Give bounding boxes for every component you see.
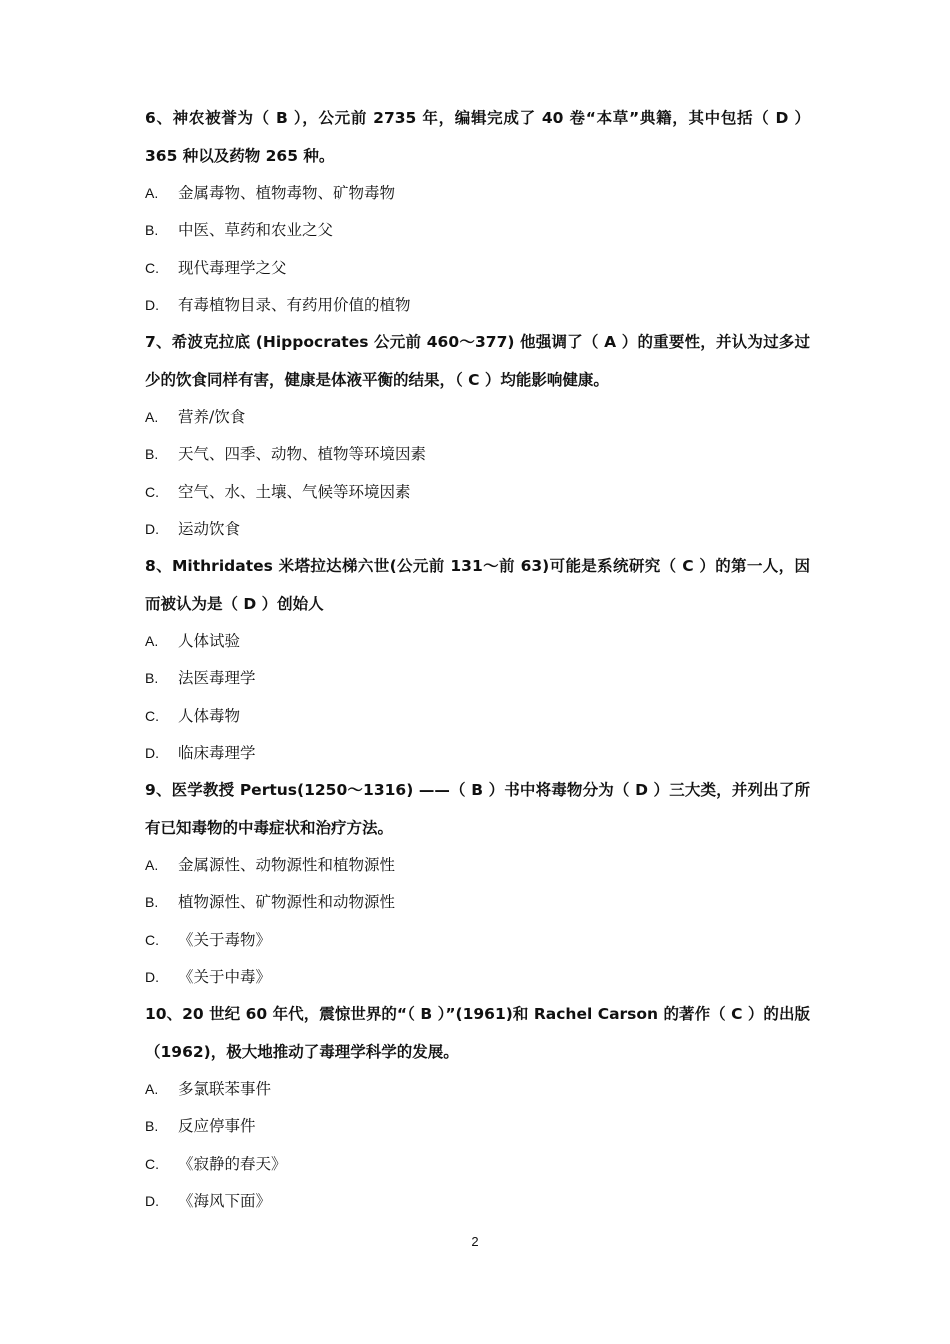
option-text: 营养/饮食: [178, 408, 246, 426]
option-letter: C.: [145, 708, 159, 724]
question-10-option-d: [145, 1183, 810, 1220]
option-text: 金属源性、动物源性和植物源性: [178, 856, 396, 874]
option-letter: D.: [145, 521, 159, 537]
option-text: 中医、草药和农业之父: [178, 221, 334, 239]
option-letter: A.: [145, 857, 159, 873]
option-letter: C.: [145, 260, 159, 276]
option-letter: B.: [145, 894, 159, 910]
question-6-option-a: [145, 175, 810, 212]
option-letter: A.: [145, 409, 159, 425]
question-10: 10、20 世纪 60 年代，震惊世界的“（ B ）”(1961)和 Rachel Carson 的著作（ C ）的出版（1962)，极大地推动了毒理学科学的发展。: [145, 1005, 810, 1061]
option-letter: D.: [145, 297, 159, 313]
question-9: 9、医学教授 Pertus(1250～1316) ——（ B ）书中将毒物分为（ D ）三大类，并列出了所有已知毒物的中毒症状和治疗方法。: [145, 781, 810, 837]
option-text: 《关于中毒》: [178, 968, 272, 986]
option-text: 《海风下面》: [178, 1192, 272, 1210]
option-text: 反应停事件: [178, 1117, 256, 1135]
question-8-option-d: [145, 735, 810, 772]
option-letter: B.: [145, 222, 159, 238]
question-10-option-b: [145, 1108, 810, 1145]
option-text: 有毒植物目录、有药用价值的植物: [178, 296, 411, 314]
question-9-option-b: [145, 884, 810, 921]
option-letter: C.: [145, 484, 159, 500]
option-text: 人体试验: [178, 632, 241, 650]
question-6-option-d: [145, 287, 810, 324]
question-8: 8、Mithridates 米塔拉达梯六世(公元前 131～前 63)可能是系统研究（ C ）的第一人，因而被认为是（ D ）创始人: [145, 557, 810, 613]
option-text: 现代毒理学之父: [178, 259, 287, 277]
option-text: 《关于毒物》: [178, 931, 272, 949]
option-letter: D.: [145, 1193, 159, 1209]
option-letter: D.: [145, 745, 159, 761]
option-letter: A.: [145, 1081, 159, 1097]
question-7-option-b: [145, 436, 810, 473]
question-7-option-c: [145, 474, 810, 511]
option-text: 天气、四季、动物、植物等环境因素: [178, 445, 427, 463]
option-text: 人体毒物: [178, 707, 241, 725]
option-letter: C.: [145, 932, 159, 948]
option-letter: A.: [145, 185, 159, 201]
option-text: 多氯联苯事件: [178, 1080, 272, 1098]
option-letter: C.: [145, 1156, 159, 1172]
option-letter: B.: [145, 670, 159, 686]
option-text: 运动饮食: [178, 520, 241, 538]
question-6-option-b: [145, 212, 810, 249]
question-10-option-c: [145, 1146, 810, 1183]
question-10-option-a: [145, 1071, 810, 1108]
question-8-option-c: [145, 698, 810, 735]
option-letter: B.: [145, 1118, 159, 1134]
option-letter: D.: [145, 969, 159, 985]
question-8-option-a: [145, 623, 810, 660]
question-9-option-c: [145, 922, 810, 959]
option-text: 空气、水、土壤、气候等环境因素: [178, 483, 411, 501]
question-9-option-a: [145, 847, 810, 884]
question-7-option-a: [145, 399, 810, 436]
question-7: 7、希波克拉底 (Hippocrates 公元前 460～377) 他强调了（ A ）的重要性，并认为过多过少的饮食同样有害，健康是体液平衡的结果，（ C ）均能影响健康。: [145, 333, 810, 389]
option-text: 金属毒物、植物毒物、矿物毒物: [178, 184, 396, 202]
question-6: 6、神农被誉为（ B ），公元前 2735 年，编辑完成了 40 卷“本草”典籍，其中包括（ D ）365 种以及药物 265 种。: [145, 109, 810, 165]
option-text: 《寂静的春天》: [178, 1155, 287, 1173]
question-7-option-d: [145, 511, 810, 548]
question-9-option-d: [145, 959, 810, 996]
page-number: 2: [471, 1234, 479, 1249]
question-8-option-b: [145, 660, 810, 697]
option-letter: A.: [145, 633, 159, 649]
question-6-option-c: [145, 250, 810, 287]
option-text: 植物源性、矿物源性和动物源性: [178, 893, 396, 911]
option-text: 临床毒理学: [178, 744, 256, 762]
option-letter: B.: [145, 446, 159, 462]
option-text: 法医毒理学: [178, 669, 256, 687]
